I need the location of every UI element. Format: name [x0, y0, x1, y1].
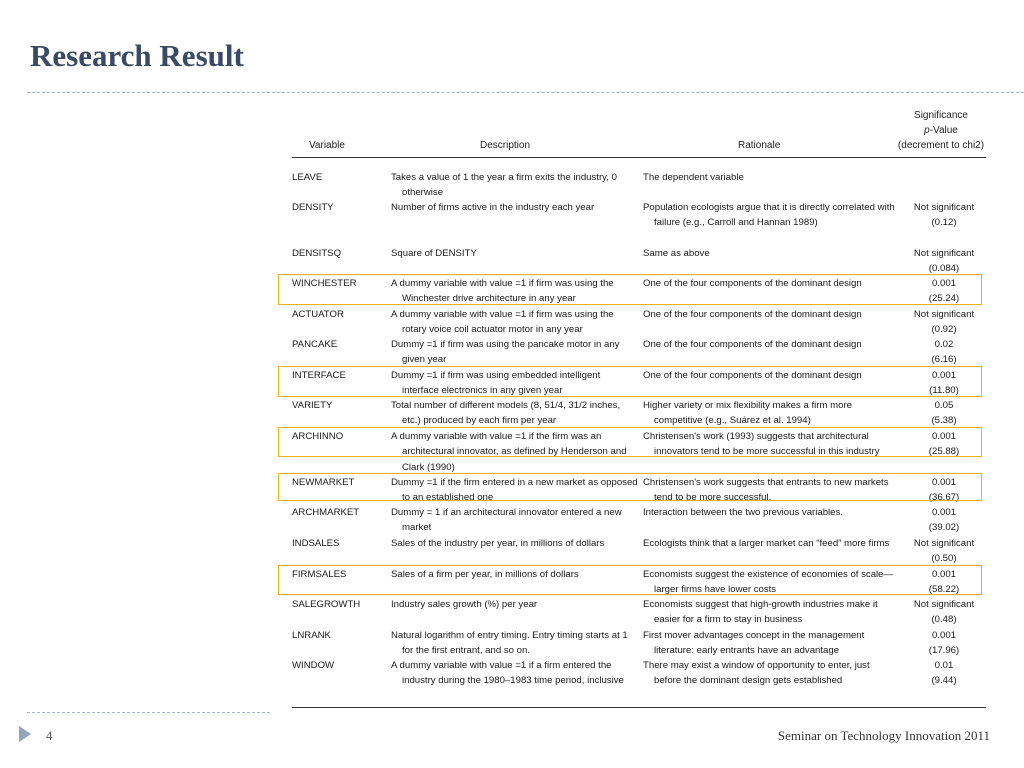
significance-value: 0.001 [931, 477, 956, 488]
cell-significance [899, 429, 989, 460]
chi2-decrement: (0.084) [928, 263, 960, 275]
cell-rationale: One of the four components of the dominant design [643, 370, 862, 381]
chi2-decrement: (0.48) [931, 614, 957, 626]
significance-value: Not significant [913, 248, 975, 259]
cell-rationale: First mover advantages concept in the management literature: early entrants have an advantage [643, 630, 865, 657]
table-header [287, 104, 990, 160]
header-significance-line1: Significance [914, 110, 968, 121]
cell-description: Industry sales growth (%) per year [391, 599, 538, 610]
cell-significance [899, 368, 989, 399]
header-significance-line2 [892, 123, 990, 138]
cell-significance [899, 475, 989, 506]
significance-value: 0.05 [934, 400, 954, 411]
cell-description: Dummy =1 if firm was using the pancake motor in any given year [391, 339, 620, 366]
cell-rationale: Interaction between the two previous variables. [643, 507, 843, 518]
chi2-decrement: (0.50) [931, 553, 957, 565]
cell-variable: DENSITSQ [292, 248, 342, 259]
chi2-decrement: (58.22) [928, 584, 960, 596]
header-rule [292, 157, 986, 158]
cell-variable: VARIETY [292, 400, 333, 411]
significance-value: Not significant [913, 202, 975, 213]
chi2-decrement: (11.80) [929, 385, 959, 397]
cell-significance [899, 505, 989, 536]
header-description: Description [480, 140, 531, 151]
cell-rationale: Christensen's work suggests that entrants to new markets tend to be more successful. [643, 477, 889, 504]
cell-description: Dummy =1 if the firm entered in a new market as opposed to an established one [391, 477, 638, 504]
cell-variable: ARCHINNO [292, 431, 344, 442]
significance-value: 0.001 [931, 507, 956, 518]
chi2-decrement: (0.92) [931, 324, 957, 336]
cell-description: Number of firms active in the industry each year [391, 202, 595, 213]
triangle-bullet-icon [19, 726, 31, 742]
cell-variable: PANCAKE [292, 339, 338, 350]
cell-description: A dummy variable with value =1 if firm was using the rotary voice coil actuator motor in any year [391, 309, 614, 336]
header-variable: Variable [309, 140, 345, 151]
cell-rationale: The dependent variable [643, 172, 744, 183]
header-significance [892, 108, 990, 153]
cell-variable: ACTUATOR [292, 309, 344, 320]
cell-rationale: Ecologists think that a larger market can “feed” more firms [643, 538, 890, 549]
cell-description: A dummy variable with value =1 if a firm entered the industry during the 1980–1983 time period, inclusive [391, 660, 624, 687]
header-significance-line3: (decrement to chi2) [897, 140, 985, 151]
chi2-decrement: (0.12) [931, 217, 957, 229]
cell-significance [899, 398, 989, 429]
significance-value: 0.001 [931, 278, 956, 289]
chi2-decrement: (17.96) [928, 645, 960, 657]
chi2-decrement: (25.88) [928, 446, 960, 458]
chi2-decrement: (25.24) [928, 293, 960, 305]
cell-description: Total number of different models (8, 51/4, 31/2 inches, etc.) produced by each firm per year [391, 400, 621, 427]
cell-variable: LNRANK [292, 630, 331, 641]
significance-value: 0.001 [931, 431, 956, 442]
significance-value: 0.001 [931, 569, 956, 580]
chi2-decrement: (5.38) [931, 415, 957, 427]
cell-significance [899, 628, 989, 659]
cell-variable: DENSITY [292, 202, 334, 213]
cell-significance [899, 337, 989, 368]
significance-value: 0.01 [934, 660, 954, 671]
significance-value: Not significant [913, 538, 975, 549]
cell-variable: WINCHESTER [292, 278, 357, 289]
significance-value: 0.001 [931, 370, 956, 381]
chi2-decrement: (6.16) [931, 354, 957, 366]
cell-variable: LEAVE [292, 172, 323, 183]
chi2-decrement: (39.02) [928, 522, 960, 534]
cell-variable: ARCHMARKET [292, 507, 360, 518]
cell-rationale: Christensen's work (1993) suggests that architectural innovators tend to be more successful in this industry [643, 431, 880, 458]
cell-description: Sales of a firm per year, in millions of dollars [391, 569, 579, 580]
title-divider [27, 92, 1024, 93]
cell-significance [899, 658, 989, 689]
cell-description: Sales of the industry per year, in millions of dollars [391, 538, 605, 549]
table-bottom-rule [292, 707, 986, 708]
cell-rationale: Population ecologists argue that it is directly correlated with failure (e.g., Carroll and Hannan 1989) [643, 202, 895, 229]
footer-text: Seminar on Technology Innovation 2011 [777, 728, 990, 743]
significance-value: 0.02 [934, 339, 954, 350]
cell-description: Dummy =1 if firm was using embedded intelligent interface electronics in any given year [391, 370, 601, 397]
cell-rationale: One of the four components of the dominant design [643, 278, 862, 289]
cell-variable: INTERFACE [292, 370, 346, 381]
slide-title: Research Result [30, 38, 244, 73]
chi2-decrement: (9.44) [931, 675, 957, 687]
cell-variable: FIRMSALES [292, 569, 347, 580]
header-p-italic: p [924, 125, 930, 136]
chi2-decrement: (36.67) [928, 492, 960, 504]
significance-value: Not significant [913, 599, 975, 610]
results-table [287, 104, 990, 687]
cell-variable: INDSALES [292, 538, 340, 549]
cell-rationale: One of the four components of the dominant design [643, 309, 862, 320]
cell-variable: WINDOW [292, 660, 335, 671]
cell-variable: SALEGROWTH [292, 599, 361, 610]
cell-description: Square of DENSITY [391, 248, 477, 259]
cell-rationale: One of the four components of the dominant design [643, 339, 862, 350]
cell-rationale: Economists suggest the existence of economies of scale—larger firms have lower costs [643, 569, 894, 596]
significance-value: 0.001 [931, 630, 956, 641]
footer-divider [27, 712, 270, 713]
header-pvalue-rest: -Value [929, 125, 958, 136]
header-rationale: Rationale [738, 140, 781, 151]
cell-significance [899, 246, 989, 277]
cell-significance [899, 567, 989, 598]
cell-description: Takes a value of 1 the year a firm exits the industry, 0 otherwise [391, 172, 617, 199]
cell-description: Natural logarithm of entry timing. Entry timing starts at 1 for the first entrant, and so on. [391, 630, 628, 657]
cell-description: A dummy variable with value =1 if the firm was an architectural innovator, as defined by Henderson and Clark (1990) [391, 431, 627, 473]
cell-description: A dummy variable with value =1 if firm was using the Winchester drive architecture in any year [391, 278, 614, 305]
cell-rationale: Economists suggest that high-growth industries make it easier for a firm to stay in business [643, 599, 878, 626]
cell-significance [899, 307, 989, 338]
cell-variable: NEWMARKET [292, 477, 355, 488]
cell-significance [899, 200, 989, 231]
significance-value: Not significant [913, 309, 975, 320]
cell-description: Dummy = 1 if an architectural innovator entered a new market [391, 507, 622, 534]
cell-rationale: There may exist a window of opportunity to enter, just before the dominant design gets established [643, 660, 870, 687]
cell-significance [899, 536, 989, 567]
cell-rationale: Higher variety or mix flexibility makes a firm more competitive (e.g., Suárez et al. 1994) [643, 400, 852, 427]
page-number: 4 [46, 728, 53, 743]
cell-rationale: Same as above [643, 248, 710, 259]
cell-significance [899, 276, 989, 307]
cell-significance [899, 597, 989, 628]
